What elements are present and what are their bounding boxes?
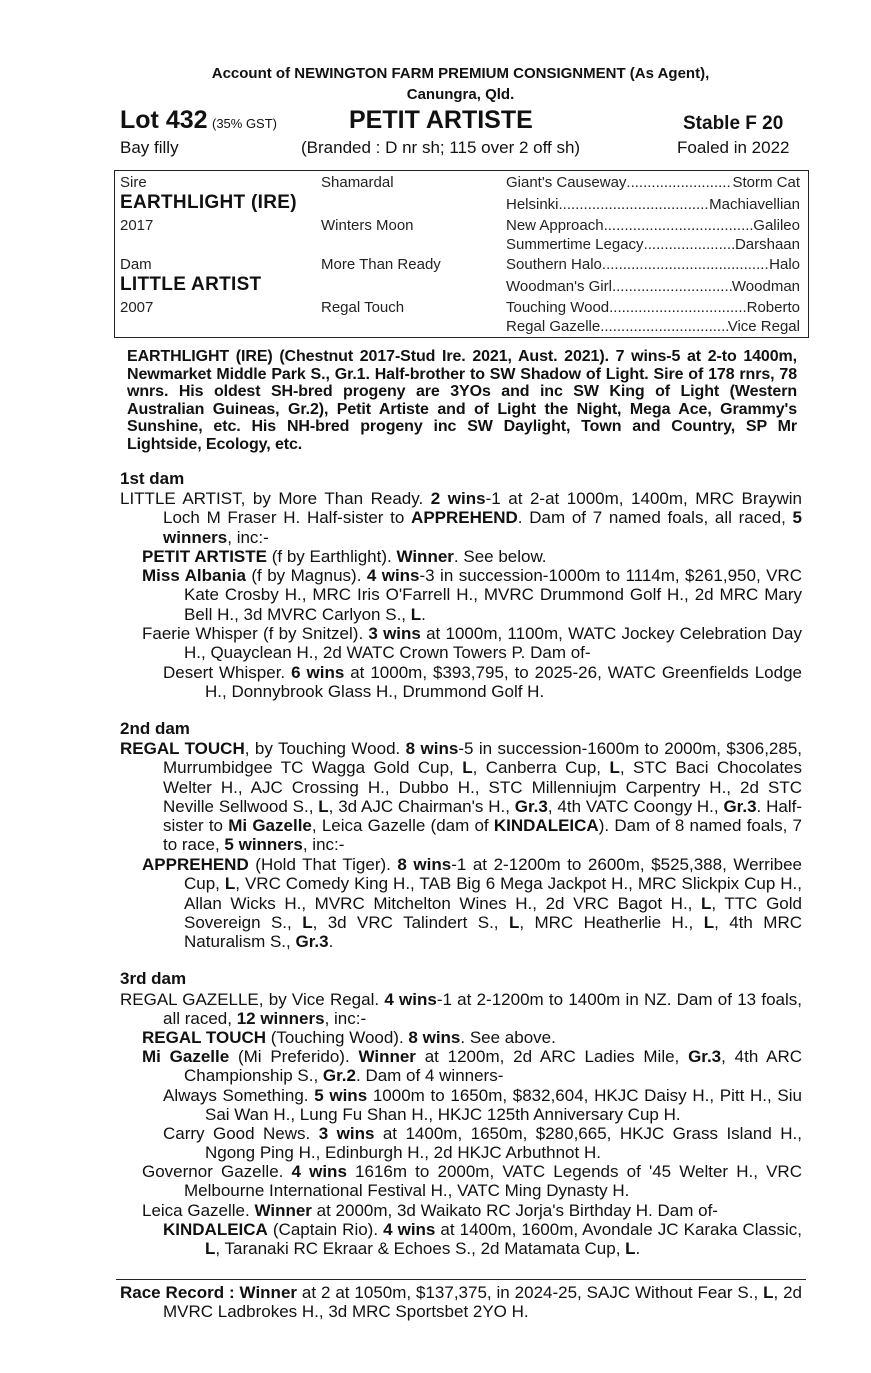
text: at 1000m, 1100m, WATC Jockey Celebration Day H., Quayclean H., 2d WATC Crown Towers P. Dam of- <box>184 624 802 663</box>
text: , inc:- <box>227 527 269 547</box>
progeny-entry <box>142 1047 802 1086</box>
text: , 2d MVRC Ladbrokes H., 3d MRC Sportsbet 2YO H. <box>163 1283 802 1322</box>
text: . <box>635 1239 641 1259</box>
text: 3 wins <box>318 1124 375 1143</box>
text: 3 wins <box>368 624 421 643</box>
text: , TTC Gold Sovereign S., <box>184 893 802 932</box>
text: Faerie Whisper (f by Snitzel). <box>142 624 369 643</box>
second-dam-entry <box>120 739 802 855</box>
text: PETIT ARTISTE <box>142 547 267 566</box>
text: L <box>763 1283 774 1302</box>
text: 1000m to 1650m, $832,604, HKJC Daisy H., Pitt H., Siu Sai Wan H., Lung Fu Shan H., HKJC 125th Anniversary Cup H. <box>205 1086 802 1125</box>
text: Leica Gazelle. <box>142 1201 255 1220</box>
text: at 2 at 1050m, $137,375, in 2024-25, SAJC Without Fear S., <box>297 1283 764 1302</box>
race-record <box>120 1283 802 1322</box>
ggs-row <box>506 318 800 335</box>
text: , 3d AJC Chairman's H., <box>328 796 515 816</box>
ggs-right: Vice Regal <box>727 318 800 335</box>
ggs-left: Helsinki <box>506 196 559 213</box>
text: , 4th MRC Naturalism S., <box>184 912 802 952</box>
sire-label: Sire <box>120 174 147 191</box>
ggs-left: Giant's Causeway <box>506 174 627 191</box>
text: 12 winners <box>236 1009 325 1029</box>
text: L <box>205 1239 216 1259</box>
ggs-right: Storm Cat <box>732 174 800 191</box>
ggs-left: New Approach <box>506 217 604 234</box>
text: , inc:- <box>324 1009 367 1029</box>
text: Desert Whisper. <box>163 663 292 682</box>
progeny-entry <box>163 663 802 702</box>
horse-name: PETIT ARTISTE <box>349 106 533 134</box>
progeny-entry <box>142 1162 802 1201</box>
text: APPREHEND <box>142 855 249 874</box>
text: . Dam of 4 winners- <box>356 1066 504 1086</box>
text: (Captain Rio). <box>267 1220 384 1239</box>
text: Winner <box>358 1047 416 1066</box>
text: L <box>625 1239 636 1259</box>
dam-dam: Regal Touch <box>321 299 405 316</box>
text: Miss Albania <box>142 566 246 585</box>
text: 8 wins <box>408 1028 461 1047</box>
text: , by Touching Wood. <box>244 739 406 758</box>
text: 1616m to 2000m, VATC Legends of '45 Welter H., VRC Melbourne International Festival H., VATC Ming Dynasty H. <box>184 1162 802 1201</box>
text: . Half-sister to <box>163 796 802 836</box>
dam-year: 2007 <box>120 299 154 316</box>
text: L <box>609 758 620 778</box>
ggs-row <box>506 196 800 213</box>
foaled: Foaled in 2022 <box>677 138 790 157</box>
text: . Dam of 7 named foals, all raced, <box>517 508 793 528</box>
text: 6 wins <box>291 663 345 682</box>
text: 8 wins <box>397 855 452 874</box>
text: 4 wins <box>384 990 437 1009</box>
text: . <box>421 604 426 624</box>
third-dam-entry <box>120 990 802 1029</box>
text: L <box>410 604 422 624</box>
text: REGAL GAZELLE, by Vice Regal. <box>120 990 385 1009</box>
sex-colour: Bay filly <box>120 138 179 157</box>
text: 5 winners <box>163 508 802 547</box>
text: . <box>328 932 334 952</box>
text: REGAL TOUCH <box>120 739 245 758</box>
ggs-right: Machiavellian <box>709 196 800 213</box>
text: , 4th VATC Coongy H., <box>547 796 724 816</box>
gst-note: (35% GST) <box>211 116 277 131</box>
text: , Canberra Cup, <box>472 758 610 778</box>
progeny-entry <box>163 1124 802 1163</box>
text: L <box>462 758 473 778</box>
sire-sire: Shamardal <box>321 174 394 191</box>
text: Always Something. <box>163 1086 315 1105</box>
text: 4 wins <box>291 1162 347 1181</box>
text: REGAL TOUCH <box>142 1028 267 1047</box>
divider <box>116 1279 806 1280</box>
text: L <box>302 912 313 932</box>
lot-number-block <box>120 106 277 135</box>
text: APPREHEND <box>411 508 518 528</box>
text: 2 wins <box>430 489 486 508</box>
text: at 2000m, 3d Waikato RC Jorja's Birthday H. Dam of- <box>311 1201 718 1220</box>
text: , inc:- <box>302 835 345 855</box>
text: , VRC Comedy King H., TAB Big 6 Mega Jackpot H., MRC Slickpix Cup H., Allan Wicks H., MVRC Mitchelton Wines H., 2d VRC Bagot H., <box>184 874 802 913</box>
ggs-left: Southern Halo <box>506 256 602 273</box>
progeny-entry <box>163 1086 802 1125</box>
text: , 4th ARC Championship S., <box>184 1047 803 1086</box>
dam-sire: More Than Ready <box>321 256 441 273</box>
progeny-entry <box>142 855 802 951</box>
second-dam-heading: 2nd dam <box>120 719 190 738</box>
ggs-right: Roberto <box>746 299 800 316</box>
text: L <box>701 893 712 913</box>
text: -1 at 2-1200m to 1400m in NZ. Dam of 13 foals, all raced, <box>163 990 802 1029</box>
text: , MRC Heatherlie H., <box>519 912 704 932</box>
text: KINDALEICA <box>163 1220 268 1239</box>
text: (Hold That Tiger). <box>248 855 398 874</box>
progeny-entry <box>142 1201 802 1220</box>
ggs-left: Summertime Legacy <box>506 236 644 253</box>
sire-name: EARTHLIGHT (IRE) <box>120 192 297 213</box>
progeny-entry <box>142 566 802 624</box>
ggs-row <box>506 299 800 316</box>
consignor-line-2: Canungra, Qld. <box>406 86 515 103</box>
text: L <box>703 912 715 932</box>
text: (f by Earthlight). <box>267 547 397 566</box>
sire-year: 2017 <box>120 217 154 234</box>
ggs-row <box>506 278 800 295</box>
text: Winner <box>396 547 454 566</box>
text: 4 wins <box>366 566 420 585</box>
first-dam-entry <box>120 489 802 547</box>
dam-name: LITTLE ARTIST <box>120 274 262 295</box>
text: 4 wins <box>383 1220 436 1239</box>
ggs-right: Galileo <box>753 217 800 234</box>
ggs-row <box>506 236 800 253</box>
text: -5 in succession-1600m to 2000m, $306,285, Murrumbidgee TC Wagga Gold Cup, <box>163 739 803 778</box>
ggs-right: Halo <box>769 256 800 273</box>
dam-label: Dam <box>120 256 152 273</box>
text: LITTLE ARTIST, by More Than Ready. <box>120 489 431 508</box>
text: 5 wins <box>314 1086 368 1105</box>
text: Winner <box>254 1201 312 1220</box>
text: L <box>224 874 236 894</box>
text: 5 winners <box>224 835 303 855</box>
text: Mi Gazelle <box>142 1047 230 1066</box>
text: ). Dam of 8 named foals, 7 to race, <box>163 816 802 855</box>
lot-number: Lot 432 <box>120 106 208 134</box>
text: . See below. <box>453 547 547 566</box>
ggs-row <box>506 174 800 191</box>
third-dam-heading: 3rd dam <box>120 969 187 988</box>
text: L <box>508 912 520 932</box>
text: at 1400m, 1600m, Avondale JC Karaka Classic, <box>435 1220 803 1239</box>
sire-summary: EARTHLIGHT (IRE) (Chestnut 2017-Stud Ire. 2021, Aust. 2021). 7 wins-5 at 2-to 1400m, Newmarket Middle Park S., Gr.1. Half-brother to SW Shadow of Light. Sire of 178 rnrs, 78 wnrs. His oldest SH-bred progeny are 3YOs and inc SW King of Light (Western Australian Guineas, Gr.2), Petit Artiste and of Light the Night, Mega Ace, Grammy's Sunshine, etc. His NH-bred progeny inc SW Daylight, Town and Country, SP Mr Lightside, Ecology, etc. <box>127 348 797 453</box>
text: Gr.2 <box>322 1066 356 1086</box>
progeny-entry <box>163 1220 802 1259</box>
text: Governor Gazelle. <box>142 1162 292 1181</box>
text: , Leica Gazelle (dam of <box>311 816 494 836</box>
text: Gr.3 <box>514 796 548 816</box>
text: Mi Gazelle <box>228 816 312 836</box>
ggs-left: Regal Gazelle <box>506 318 601 335</box>
text: , STC Baci Chocolates Welter H., AJC Crossing H., Dubbo H., STC Millenniujm Carpentry H., 2d STC Neville Sellwood S., <box>163 758 802 816</box>
text: KINDALEICA <box>493 816 599 836</box>
ggs-row <box>506 217 800 234</box>
text: Gr.3 <box>688 1047 722 1066</box>
text: (f by Magnus). <box>245 566 367 585</box>
text: . See above. <box>460 1028 556 1047</box>
ggs-right: Woodman <box>731 278 800 295</box>
text: 8 wins <box>405 739 459 758</box>
text: at 1400m, 1650m, $280,665, HKJC Grass Island H., Ngong Ping H., Edinburgh H., 2d HKJC Arbuthnot H. <box>205 1124 802 1163</box>
ggs-left: Woodman's Girl <box>506 278 612 295</box>
text: (Touching Wood). <box>266 1028 409 1047</box>
text: L <box>318 796 329 816</box>
ggs-right: Darshaan <box>734 236 800 253</box>
text: Race Record : Winner <box>120 1283 298 1302</box>
text: Gr.3 <box>295 932 329 952</box>
text: , Taranaki RC Ekraar & Echoes S., 2d Matamata Cup, <box>215 1239 626 1259</box>
text: Gr.3 <box>723 796 757 816</box>
text: -3 in succession-1000m to 1114m, $261,950, VRC Kate Crosby H., MRC Iris O'Farrell H., MVRC Drummond Golf H., 2d MRC Mary Bell H., 3d MVRC Carlyon S., <box>184 566 802 624</box>
first-dam-heading: 1st dam <box>120 469 185 488</box>
brand: (Branded : D nr sh; 115 over 2 off sh) <box>301 138 581 157</box>
text: -1 at 2-at 1000m, 1400m, MRC Braywin Loch M Fraser H. Half-sister to <box>163 489 803 528</box>
sire-dam: Winters Moon <box>321 217 414 234</box>
stable-number: Stable F 20 <box>683 113 784 134</box>
text: at 1000m, $393,795, to 2025-26, WATC Greenfields Lodge H., Donnybrook Glass H., Drummond Golf H. <box>205 663 802 702</box>
ggs-left: Touching Wood <box>506 299 610 316</box>
progeny-entry <box>142 624 802 663</box>
progeny-entry <box>142 1028 802 1047</box>
text: Carry Good News. <box>163 1124 319 1143</box>
text: at 1200m, 2d ARC Ladies Mile, <box>415 1047 689 1066</box>
consignor-line-1: Account of NEWINGTON FARM PREMIUM CONSIGNMENT (As Agent), <box>211 65 710 82</box>
progeny-entry <box>142 547 802 566</box>
text: (Mi Preferido). <box>229 1047 359 1066</box>
text: , 3d VRC Talindert S., <box>312 912 509 932</box>
ggs-row <box>506 256 800 273</box>
text: -1 at 2-1200m to 2600m, $525,388, Werribee Cup, <box>184 855 802 894</box>
